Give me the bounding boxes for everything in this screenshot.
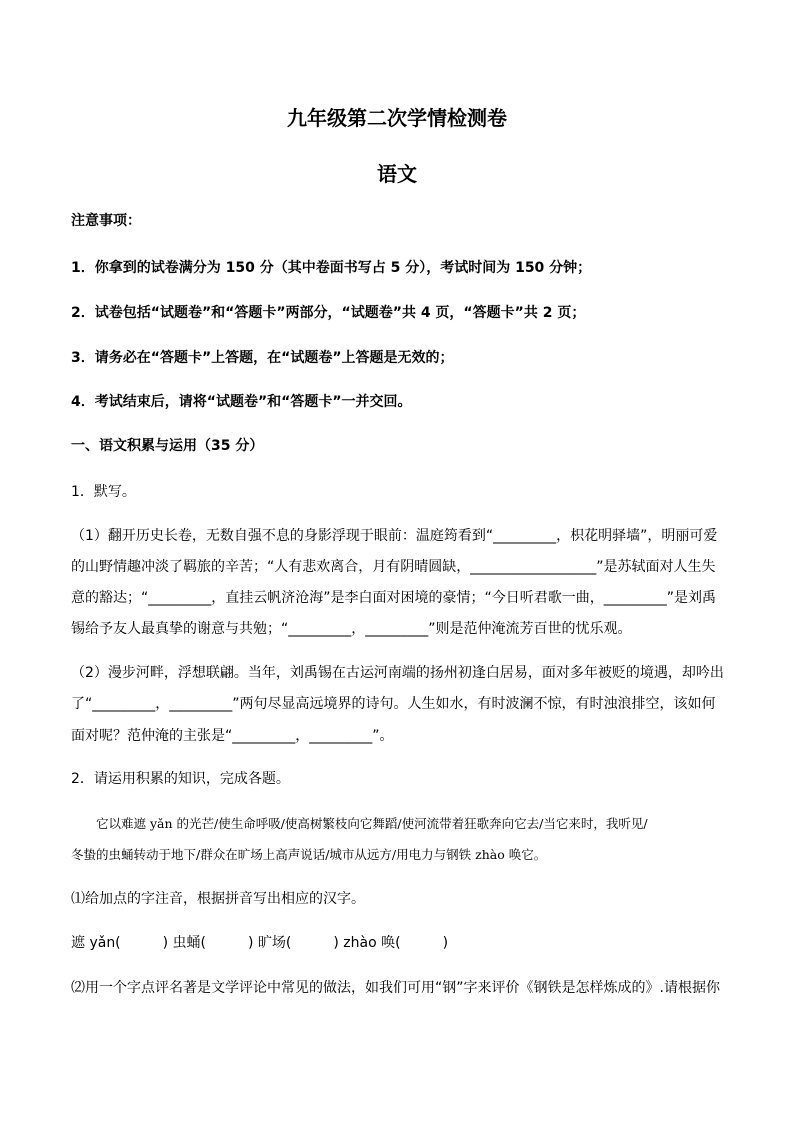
passage-line-2: 冬蛰的虫蛹转动于地下/群众在旷场上高声说话/城市从远方/用电力与钢铁 zhào 唤它。 [71, 847, 547, 862]
passage-line-1: 它以难遮 yǎn 的光芒/使生命呼吸/使高树繁枝向它舞蹈/使河流带着狂歌奔向它去/当它来时，我听见/ [71, 816, 648, 831]
question-2-sub-2: ⑵用一个字点评名著是文学评论中常见的做法，如我们可用“钢”字来评价《钢铁是怎样炼成的》.请根据你 [71, 980, 720, 996]
question-1-part-2-line-2: 了“_________，_________”两句尽显高远境界的诗句。人生如水，有时波澜不惊，有时浊浪排空，该如何 [71, 696, 716, 712]
question-1-part-1-line-2: 的山野情趣冲淡了羁旅的辛苦；“人有悲欢离合，月有阴晴圆缺，__________________”是苏轼面对人生失 [71, 559, 716, 575]
notice-item-1: 1．你拿到的试卷满分为 150 分（其中卷面书写占 5 分），考试时间为 150 分钟； [71, 260, 592, 276]
question-1-part-2-line-3: 面对呢？范仲淹的主张是“_________，_________”。 [71, 728, 394, 744]
notice-item-3: 3．请务必在“答题卡”上答题，在“试题卷”上答题是无效的； [71, 350, 454, 366]
exam-title: 九年级第二次学情检测卷 [287, 106, 507, 130]
question-1-stem: 1．默写。 [71, 484, 136, 500]
question-1-part-1-line-4: 锡给予友人最真挚的谢意与共勉；“_________，_________”则是范仲淹流芳百世的忧乐观。 [71, 621, 632, 637]
question-1-part-1-line-1: （1）翻开历史长卷，无数自强不息的身影浮现于眼前：温庭筠看到“_________，枳花明驿墙”，明丽可爱 [71, 528, 718, 544]
question-1-part-1-line-3: 意的豁达；“_________，直挂云帆济沧海”是李白面对困境的豪情；“今日听君歌一曲，_________”是刘禹 [71, 590, 717, 606]
question-1-part-2-line-1: （2）漫步河畔，浮想联翩。当年，刘禹锡在古运河南端的扬州初逢白居易，面对多年被贬的境遇，却吟出 [71, 665, 724, 681]
subject-title: 语文 [377, 162, 417, 186]
notice-heading: 注意事项： [71, 213, 141, 229]
section-heading: 一、语文积累与运用（35 分） [71, 438, 264, 454]
notice-item-2: 2．试卷包括“试题卷”和“答题卡”两部分，“试题卷”共 4 页，“答题卡”共 2 页； [71, 305, 586, 321]
question-2-stem: 2．请运用积累的知识，完成各题。 [71, 771, 290, 787]
question-2-sub-1-blanks: 遮 yǎn( ) 虫蛹( ) 旷场( ) zhào 唤( ) [71, 935, 449, 951]
notice-item-4: 4．考试结束后，请将“试题卷”和“答题卡”一并交回。 [71, 394, 412, 410]
question-2-sub-1: ⑴给加点的字注音，根据拼音写出相应的汉字。 [71, 891, 365, 907]
